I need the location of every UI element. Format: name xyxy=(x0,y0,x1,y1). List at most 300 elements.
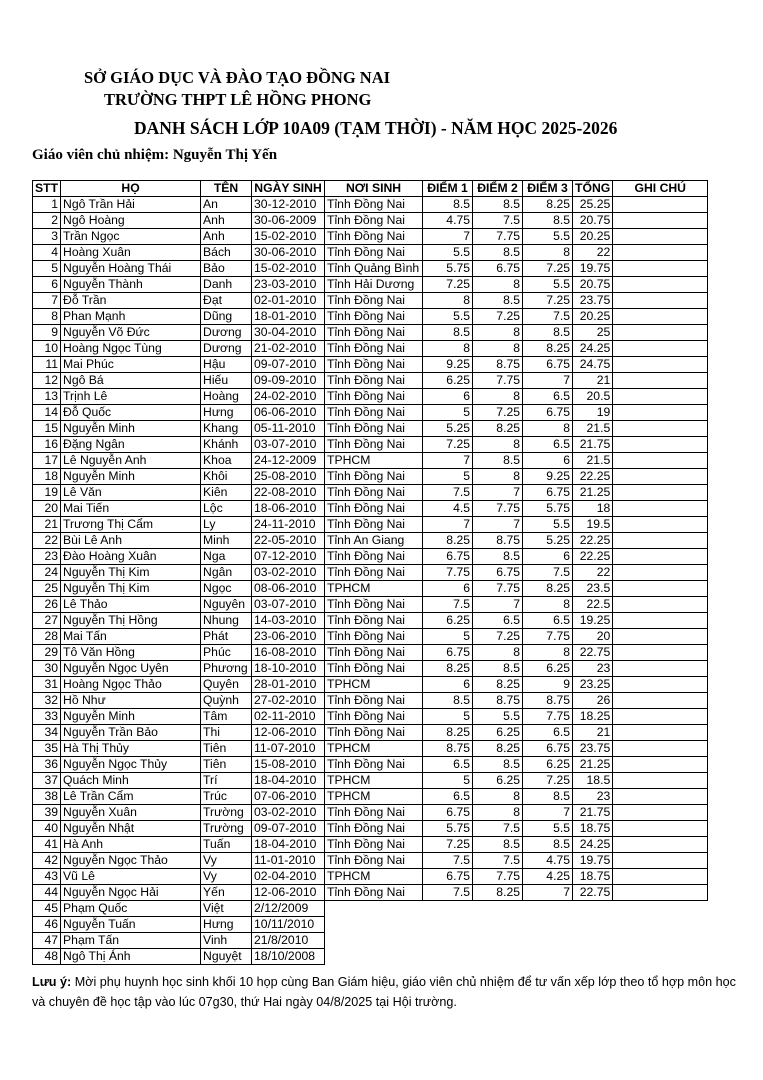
cell-diem-3: 6.75 xyxy=(523,405,573,421)
table-row xyxy=(33,453,708,469)
cell-ho: Nguyễn Thị Kim xyxy=(61,565,201,581)
cell-diem-1: 7 xyxy=(423,229,473,245)
cell-ho: Nguyễn Trần Bảo xyxy=(61,725,201,741)
cell-stt: 14 xyxy=(33,405,61,421)
cell-tong: 20.5 xyxy=(573,389,613,405)
cell-stt: 13 xyxy=(33,389,61,405)
cell-diem-2: 6.5 xyxy=(473,613,523,629)
cell-diem-3: 6.5 xyxy=(523,437,573,453)
cell-diem-2: 8.75 xyxy=(473,357,523,373)
table-row xyxy=(33,661,708,677)
cell-tong: 18.5 xyxy=(573,773,613,789)
cell-ho: Đỗ Trần xyxy=(61,293,201,309)
cell-diem-1: 5 xyxy=(423,773,473,789)
cell-diem-2: 7.75 xyxy=(473,869,523,885)
cell-diem-3: 7 xyxy=(523,885,573,901)
empty-cell xyxy=(423,917,473,933)
cell-ten: Minh xyxy=(201,533,252,549)
cell-ten: Khôi xyxy=(201,469,252,485)
cell-ghi-chu xyxy=(613,789,708,805)
cell-diem-3: 7 xyxy=(523,805,573,821)
cell-ho: Phạm Tấn xyxy=(61,933,201,949)
cell-ho: Nguyễn Ngọc Uyên xyxy=(61,661,201,677)
cell-tong: 21.25 xyxy=(573,485,613,501)
cell-stt: 23 xyxy=(33,549,61,565)
cell-stt: 46 xyxy=(33,917,61,933)
table-row xyxy=(33,325,708,341)
cell-ten: Lộc xyxy=(201,501,252,517)
cell-ngay-sinh: 05-11-2010 xyxy=(252,421,325,437)
cell-diem-2: 7.25 xyxy=(473,405,523,421)
cell-noi-sinh: Tỉnh Đồng Nai xyxy=(325,421,423,437)
cell-diem-3: 7.75 xyxy=(523,709,573,725)
cell-ho: Nguyễn Nhật xyxy=(61,821,201,837)
cell-ngay-sinh: 03-07-2010 xyxy=(252,437,325,453)
cell-ten: Hoàng xyxy=(201,389,252,405)
cell-diem-1: 4.75 xyxy=(423,213,473,229)
cell-diem-1: 7 xyxy=(423,517,473,533)
cell-ngay-sinh: 28-01-2010 xyxy=(252,677,325,693)
cell-stt: 36 xyxy=(33,757,61,773)
table-row xyxy=(33,309,708,325)
cell-noi-sinh: Tỉnh Đồng Nai xyxy=(325,517,423,533)
cell-stt: 9 xyxy=(33,325,61,341)
cell-diem-3: 6.5 xyxy=(523,389,573,405)
cell-tong: 19 xyxy=(573,405,613,421)
cell-diem-1: 6 xyxy=(423,677,473,693)
cell-diem-1: 5.75 xyxy=(423,261,473,277)
cell-tong: 23.75 xyxy=(573,293,613,309)
table-row xyxy=(33,581,708,597)
cell-diem-3: 6.25 xyxy=(523,757,573,773)
cell-diem-2: 8.75 xyxy=(473,693,523,709)
cell-tong: 18.75 xyxy=(573,869,613,885)
empty-cell xyxy=(473,917,523,933)
table-row xyxy=(33,757,708,773)
cell-tong: 22.25 xyxy=(573,469,613,485)
cell-ten: Khang xyxy=(201,421,252,437)
cell-diem-2: 7.5 xyxy=(473,821,523,837)
cell-ten: Dương xyxy=(201,325,252,341)
cell-diem-1: 5.25 xyxy=(423,421,473,437)
page-title: DANH SÁCH LỚP 10A09 (TẠM THỜI) - NĂM HỌC 2025-2026 xyxy=(134,118,618,138)
table-row xyxy=(33,517,708,533)
cell-ho: Đào Hoàng Xuân xyxy=(61,549,201,565)
cell-diem-2: 6.75 xyxy=(473,565,523,581)
cell-stt: 21 xyxy=(33,517,61,533)
cell-noi-sinh: Tỉnh Đồng Nai xyxy=(325,389,423,405)
cell-ho: Ngô Bá xyxy=(61,373,201,389)
cell-tong: 19.75 xyxy=(573,261,613,277)
cell-ngay-sinh: 03-07-2010 xyxy=(252,597,325,613)
cell-stt: 6 xyxy=(33,277,61,293)
cell-diem-3: 4.25 xyxy=(523,869,573,885)
cell-diem-1: 7.25 xyxy=(423,277,473,293)
cell-diem-3: 7.75 xyxy=(523,629,573,645)
cell-ghi-chu xyxy=(613,357,708,373)
cell-diem-2: 6.25 xyxy=(473,773,523,789)
cell-ho: Nguyễn Minh xyxy=(61,469,201,485)
cell-ngay-sinh: 23-03-2010 xyxy=(252,277,325,293)
cell-ten: Hưng xyxy=(201,405,252,421)
cell-diem-1: 6.25 xyxy=(423,613,473,629)
cell-ten: An xyxy=(201,197,252,213)
cell-diem-3: 8.75 xyxy=(523,693,573,709)
cell-noi-sinh: Tỉnh Đồng Nai xyxy=(325,229,423,245)
cell-ngay-sinh: 18/10/2008 xyxy=(252,949,325,965)
cell-ngay-sinh: 07-12-2010 xyxy=(252,549,325,565)
cell-noi-sinh: Tỉnh Đồng Nai xyxy=(325,629,423,645)
table-row-extra xyxy=(33,917,708,933)
cell-ho: Ngô Hoàng xyxy=(61,213,201,229)
table-row xyxy=(33,485,708,501)
cell-diem-2: 8.5 xyxy=(473,245,523,261)
cell-ho: Hoàng Ngọc Thảo xyxy=(61,677,201,693)
cell-tong: 22 xyxy=(573,565,613,581)
cell-ten: Tiên xyxy=(201,741,252,757)
header-tong: TỔNG xyxy=(573,181,613,197)
cell-diem-2: 7.75 xyxy=(473,373,523,389)
cell-stt: 1 xyxy=(33,197,61,213)
table-row xyxy=(33,213,708,229)
cell-ten: Kiên xyxy=(201,485,252,501)
cell-stt: 8 xyxy=(33,309,61,325)
cell-stt: 31 xyxy=(33,677,61,693)
table-row xyxy=(33,277,708,293)
cell-ten: Hiếu xyxy=(201,373,252,389)
cell-stt: 43 xyxy=(33,869,61,885)
cell-diem-3: 6.75 xyxy=(523,741,573,757)
cell-diem-3: 6.5 xyxy=(523,613,573,629)
header-diem-2: ĐIỂM 2 xyxy=(473,181,523,197)
cell-ten: Dương xyxy=(201,341,252,357)
cell-ho: Phạm Quốc xyxy=(61,901,201,917)
cell-ngay-sinh: 10/11/2010 xyxy=(252,917,325,933)
cell-diem-1: 8.25 xyxy=(423,661,473,677)
cell-ho: Trương Thị Cẩm xyxy=(61,517,201,533)
cell-ten: Anh xyxy=(201,229,252,245)
header-noi-sinh: NƠI SINH xyxy=(325,181,423,197)
cell-diem-1: 8.5 xyxy=(423,693,473,709)
cell-ten: Nga xyxy=(201,549,252,565)
cell-ten: Phương xyxy=(201,661,252,677)
empty-cell xyxy=(325,917,423,933)
class-list-table xyxy=(32,180,708,965)
cell-noi-sinh: TPHCM xyxy=(325,677,423,693)
cell-stt: 47 xyxy=(33,933,61,949)
cell-diem-3: 7.25 xyxy=(523,293,573,309)
cell-ten: Trúc xyxy=(201,789,252,805)
cell-stt: 3 xyxy=(33,229,61,245)
cell-ngay-sinh: 21/8/2010 xyxy=(252,933,325,949)
cell-ngay-sinh: 12-06-2010 xyxy=(252,725,325,741)
class-list-table-wrapper xyxy=(32,180,708,965)
cell-diem-1: 7 xyxy=(423,453,473,469)
cell-tong: 25 xyxy=(573,325,613,341)
cell-ngay-sinh: 24-11-2010 xyxy=(252,517,325,533)
cell-noi-sinh: Tỉnh Đồng Nai xyxy=(325,469,423,485)
empty-cell xyxy=(473,933,523,949)
cell-diem-1: 7.75 xyxy=(423,565,473,581)
empty-cell xyxy=(613,949,708,965)
empty-cell xyxy=(325,949,423,965)
cell-tong: 25.25 xyxy=(573,197,613,213)
empty-cell xyxy=(473,949,523,965)
cell-ho: Lê Trần Cẩm xyxy=(61,789,201,805)
cell-ngay-sinh: 30-06-2010 xyxy=(252,245,325,261)
cell-diem-2: 8 xyxy=(473,789,523,805)
header-ho: HỌ xyxy=(61,181,201,197)
cell-ho: Nguyễn Ngọc Thủy xyxy=(61,757,201,773)
cell-ten: Ly xyxy=(201,517,252,533)
table-row xyxy=(33,853,708,869)
cell-diem-2: 8.5 xyxy=(473,293,523,309)
table-row xyxy=(33,533,708,549)
table-row xyxy=(33,341,708,357)
cell-tong: 22.25 xyxy=(573,533,613,549)
empty-cell xyxy=(523,933,573,949)
table-row-extra xyxy=(33,949,708,965)
cell-noi-sinh: Tỉnh Đồng Nai xyxy=(325,549,423,565)
cell-diem-2: 8.25 xyxy=(473,741,523,757)
cell-ngay-sinh: 08-06-2010 xyxy=(252,581,325,597)
cell-ghi-chu xyxy=(613,565,708,581)
cell-stt: 26 xyxy=(33,597,61,613)
cell-diem-1: 7.25 xyxy=(423,437,473,453)
table-row xyxy=(33,693,708,709)
cell-ten: Hậu xyxy=(201,357,252,373)
cell-diem-3: 7.25 xyxy=(523,773,573,789)
cell-stt: 15 xyxy=(33,421,61,437)
cell-diem-3: 5.5 xyxy=(523,821,573,837)
table-row xyxy=(33,261,708,277)
cell-diem-2: 5.5 xyxy=(473,709,523,725)
cell-ngay-sinh: 15-02-2010 xyxy=(252,229,325,245)
cell-diem-3: 8.5 xyxy=(523,213,573,229)
cell-stt: 30 xyxy=(33,661,61,677)
cell-ten: Trường xyxy=(201,805,252,821)
cell-noi-sinh: Tỉnh Hải Dương xyxy=(325,277,423,293)
cell-ho: Nguyễn Minh xyxy=(61,709,201,725)
cell-ngay-sinh: 07-06-2010 xyxy=(252,789,325,805)
cell-ho: Đặng Ngân xyxy=(61,437,201,453)
cell-ngay-sinh: 02-11-2010 xyxy=(252,709,325,725)
cell-noi-sinh: Tỉnh Đồng Nai xyxy=(325,645,423,661)
cell-diem-1: 8 xyxy=(423,293,473,309)
cell-noi-sinh: Tỉnh Đồng Nai xyxy=(325,725,423,741)
empty-cell xyxy=(473,901,523,917)
cell-diem-2: 8 xyxy=(473,469,523,485)
cell-ho: Vũ Lê xyxy=(61,869,201,885)
cell-ghi-chu xyxy=(613,277,708,293)
cell-diem-1: 8.25 xyxy=(423,533,473,549)
cell-noi-sinh: Tỉnh Đồng Nai xyxy=(325,613,423,629)
cell-ho: Hà Thị Thủy xyxy=(61,741,201,757)
cell-ngay-sinh: 15-08-2010 xyxy=(252,757,325,773)
cell-ghi-chu xyxy=(613,837,708,853)
cell-noi-sinh: TPHCM xyxy=(325,741,423,757)
cell-stt: 12 xyxy=(33,373,61,389)
cell-diem-3: 6.75 xyxy=(523,485,573,501)
department-name: SỞ GIÁO DỤC VÀ ĐÀO TẠO ĐỒNG NAI xyxy=(84,68,391,87)
cell-ngay-sinh: 18-04-2010 xyxy=(252,837,325,853)
cell-ghi-chu xyxy=(613,325,708,341)
cell-tong: 23.75 xyxy=(573,741,613,757)
cell-ten: Ngọc xyxy=(201,581,252,597)
cell-diem-1: 5 xyxy=(423,405,473,421)
table-row xyxy=(33,245,708,261)
cell-noi-sinh: Tỉnh Đồng Nai xyxy=(325,757,423,773)
cell-ngay-sinh: 06-06-2010 xyxy=(252,405,325,421)
cell-ten: Tâm xyxy=(201,709,252,725)
table-row xyxy=(33,357,708,373)
cell-diem-1: 5 xyxy=(423,469,473,485)
homeroom-teacher: Giáo viên chủ nhiệm: Nguyễn Thị Yến xyxy=(32,147,278,163)
empty-cell xyxy=(423,949,473,965)
cell-diem-3: 8.25 xyxy=(523,341,573,357)
cell-ho: Nguyễn Xuân xyxy=(61,805,201,821)
empty-cell xyxy=(613,917,708,933)
cell-tong: 21.5 xyxy=(573,421,613,437)
cell-noi-sinh: TPHCM xyxy=(325,581,423,597)
cell-ten: Trường xyxy=(201,821,252,837)
cell-stt: 48 xyxy=(33,949,61,965)
cell-diem-2: 7 xyxy=(473,485,523,501)
cell-diem-3: 8.5 xyxy=(523,837,573,853)
cell-ngay-sinh: 2/12/2009 xyxy=(252,901,325,917)
cell-ten: Nguyệt xyxy=(201,949,252,965)
cell-ngay-sinh: 12-06-2010 xyxy=(252,885,325,901)
cell-ngay-sinh: 22-08-2010 xyxy=(252,485,325,501)
cell-stt: 27 xyxy=(33,613,61,629)
cell-diem-2: 8.25 xyxy=(473,885,523,901)
cell-diem-2: 8.5 xyxy=(473,197,523,213)
cell-noi-sinh: Tỉnh Đồng Nai xyxy=(325,309,423,325)
cell-tong: 22 xyxy=(573,245,613,261)
cell-tong: 24.75 xyxy=(573,357,613,373)
cell-stt: 2 xyxy=(33,213,61,229)
cell-ten: Quỳnh xyxy=(201,693,252,709)
cell-diem-3: 5.5 xyxy=(523,277,573,293)
cell-ho: Nguyễn Minh xyxy=(61,421,201,437)
cell-ten: Vy xyxy=(201,853,252,869)
cell-diem-2: 6.75 xyxy=(473,261,523,277)
cell-diem-1: 5.5 xyxy=(423,245,473,261)
cell-diem-1: 5 xyxy=(423,709,473,725)
cell-ngay-sinh: 03-02-2010 xyxy=(252,565,325,581)
cell-stt: 33 xyxy=(33,709,61,725)
table-row xyxy=(33,373,708,389)
cell-ghi-chu xyxy=(613,645,708,661)
cell-ghi-chu xyxy=(613,373,708,389)
cell-ghi-chu xyxy=(613,421,708,437)
empty-cell xyxy=(423,933,473,949)
cell-noi-sinh: Tỉnh Đồng Nai xyxy=(325,709,423,725)
cell-diem-3: 6.75 xyxy=(523,357,573,373)
cell-ghi-chu xyxy=(613,405,708,421)
cell-diem-2: 7.75 xyxy=(473,501,523,517)
cell-ten: Hưng xyxy=(201,917,252,933)
cell-ho: Quách Minh xyxy=(61,773,201,789)
table-body xyxy=(33,197,708,965)
cell-stt: 11 xyxy=(33,357,61,373)
cell-noi-sinh: Tỉnh Đồng Nai xyxy=(325,357,423,373)
cell-ho: Tô Văn Hồng xyxy=(61,645,201,661)
cell-ghi-chu xyxy=(613,629,708,645)
cell-stt: 42 xyxy=(33,853,61,869)
cell-ngay-sinh: 16-08-2010 xyxy=(252,645,325,661)
cell-ten: Trí xyxy=(201,773,252,789)
cell-noi-sinh: Tỉnh Đồng Nai xyxy=(325,693,423,709)
cell-diem-2: 8 xyxy=(473,325,523,341)
cell-ghi-chu xyxy=(613,853,708,869)
header-ngay-sinh: NGÀY SINH xyxy=(252,181,325,197)
empty-cell xyxy=(613,933,708,949)
cell-stt: 44 xyxy=(33,885,61,901)
cell-tong: 18.75 xyxy=(573,821,613,837)
cell-diem-1: 6.5 xyxy=(423,789,473,805)
cell-ghi-chu xyxy=(613,597,708,613)
cell-ho: Mai Tiến xyxy=(61,501,201,517)
cell-diem-2: 8 xyxy=(473,645,523,661)
cell-ho: Lê Văn xyxy=(61,485,201,501)
cell-ghi-chu xyxy=(613,869,708,885)
cell-ngay-sinh: 09-07-2010 xyxy=(252,357,325,373)
cell-ghi-chu xyxy=(613,469,708,485)
cell-ngay-sinh: 14-03-2010 xyxy=(252,613,325,629)
table-row xyxy=(33,197,708,213)
cell-diem-2: 7.5 xyxy=(473,213,523,229)
table-row xyxy=(33,549,708,565)
cell-ho: Lê Thảo xyxy=(61,597,201,613)
cell-diem-2: 8 xyxy=(473,389,523,405)
cell-diem-1: 6.75 xyxy=(423,645,473,661)
cell-tong: 23.5 xyxy=(573,581,613,597)
cell-noi-sinh: Tỉnh Đồng Nai xyxy=(325,565,423,581)
cell-diem-1: 8.5 xyxy=(423,197,473,213)
cell-tong: 24.25 xyxy=(573,837,613,853)
cell-noi-sinh: TPHCM xyxy=(325,789,423,805)
cell-ten: Dũng xyxy=(201,309,252,325)
cell-diem-1: 6.75 xyxy=(423,869,473,885)
cell-diem-3: 5.5 xyxy=(523,229,573,245)
cell-tong: 22.5 xyxy=(573,597,613,613)
cell-ghi-chu xyxy=(613,389,708,405)
cell-tong: 22.25 xyxy=(573,549,613,565)
cell-ghi-chu xyxy=(613,741,708,757)
empty-cell xyxy=(573,933,613,949)
cell-ho: Phan Mạnh xyxy=(61,309,201,325)
cell-noi-sinh: Tỉnh Đồng Nai xyxy=(325,837,423,853)
cell-ten: Ngân xyxy=(201,565,252,581)
cell-stt: 37 xyxy=(33,773,61,789)
cell-ten: Nguyên xyxy=(201,597,252,613)
cell-noi-sinh: Tỉnh Đồng Nai xyxy=(325,245,423,261)
cell-noi-sinh: Tỉnh Đồng Nai xyxy=(325,293,423,309)
cell-noi-sinh: Tỉnh Đồng Nai xyxy=(325,373,423,389)
cell-ghi-chu xyxy=(613,533,708,549)
note-paragraph xyxy=(32,972,737,1012)
cell-stt: 25 xyxy=(33,581,61,597)
cell-ngay-sinh: 30-06-2009 xyxy=(252,213,325,229)
cell-ho: Hồ Như xyxy=(61,693,201,709)
cell-ho: Ngô Trần Hải xyxy=(61,197,201,213)
empty-cell xyxy=(523,917,573,933)
table-header-row xyxy=(33,181,708,197)
cell-ngay-sinh: 24-12-2009 xyxy=(252,453,325,469)
cell-ngay-sinh: 23-06-2010 xyxy=(252,629,325,645)
cell-diem-2: 7 xyxy=(473,517,523,533)
